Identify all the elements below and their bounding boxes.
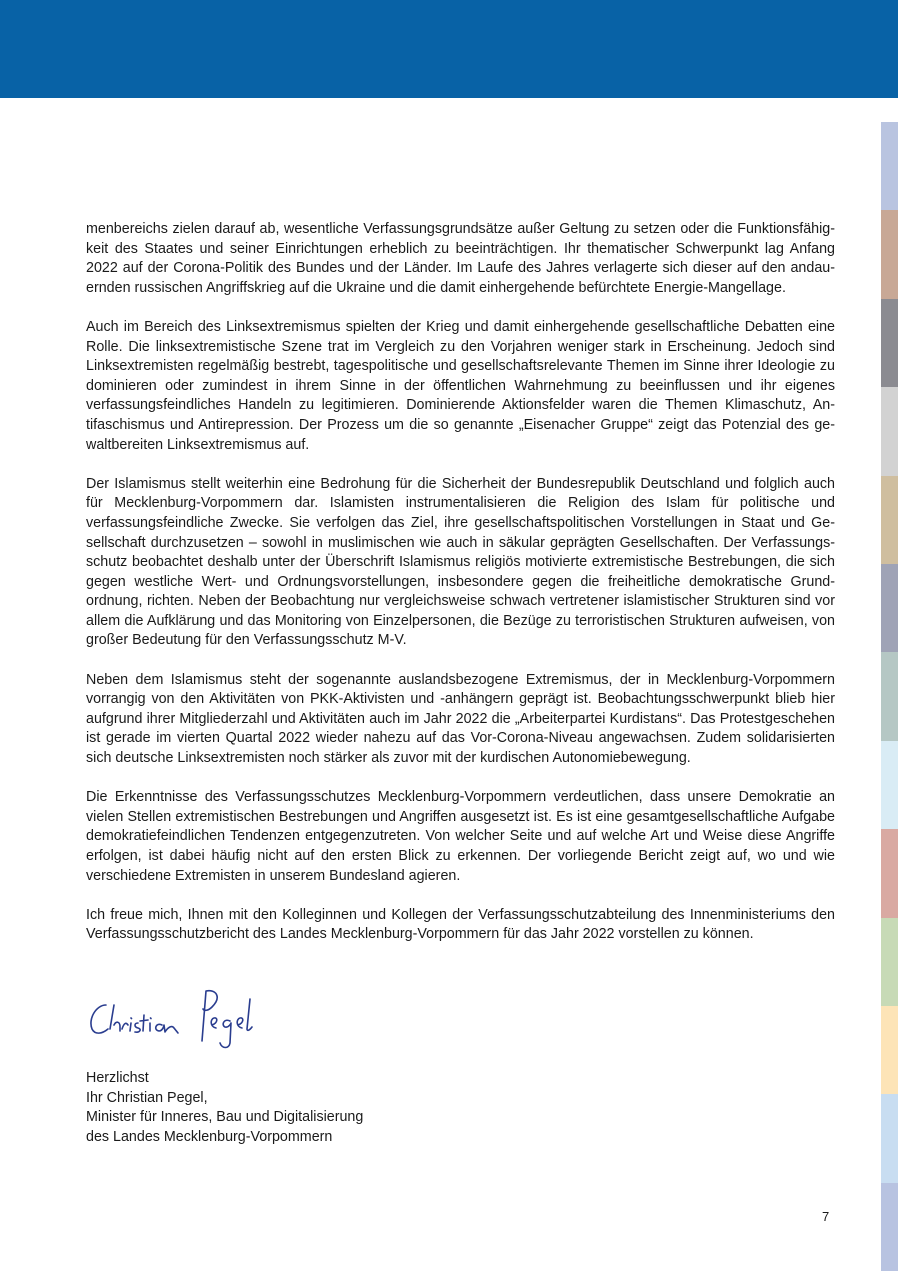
chapter-tab	[881, 741, 898, 829]
chapter-tab	[881, 387, 898, 475]
chapter-tab	[881, 1094, 898, 1182]
chapter-tab	[881, 1006, 898, 1094]
chapter-tab	[881, 210, 898, 298]
chapter-tab	[881, 652, 898, 740]
page-number: 7	[822, 1209, 830, 1224]
chapter-tab-strip	[881, 122, 898, 1271]
header-band	[0, 0, 898, 98]
chapter-tab	[881, 918, 898, 1006]
signatory-state: des Landes Mecklenburg-Vorpommern	[86, 1128, 333, 1145]
closing-greeting: Herzlichst	[86, 1070, 149, 1086]
paragraph: Der Islamismus stellt weiterhin eine Bedrohung für die Sicherheit der Bundesrepublik Deutschland und folglich auch für Mecklenburg-Vorpommern dar. Islamisten instrumentalisieren die Religion des Islam für politische und verfassungsfeindliche Zwecke. Sie verfolgen das Ziel, ihre gesellschaftspolitischen Vorstellungen in Staat und Gesellschaft durchzusetzen – sowohl in muslimischen wie auch in säkular geprägten Gesellschaften. Der Verfassungsschutz beobachtet deshalb unter der Überschrift Islamismus religiös motivierte extremistische Bestrebungen, die sich gegen westliche Wert- und Ordnungsvorstellungen, insbesondere gegen die freiheitliche demokratische Grundordnung, richten. Neben der Beobachtung nur vergleichsweise schwach vertretener islamistischer Strukturen sind vor allem die Aufklärung und das Monitoring von Einzelpersonen, die Bezüge zu terroristischen Strukturen aufweisen, von großer Bedeutung für den Verfassungsschutz M-V.	[86, 475, 835, 649]
chapter-tab	[881, 299, 898, 387]
chapter-tab	[881, 564, 898, 652]
paragraph: Auch im Bereich des Linksextremismus spielten der Krieg und damit einhergehende gesellschaftliche Debatten eine Rolle. Die linksextremistische Szene trat im Vergleich zu den Vorjahren weniger stark in Erscheinung. Jedoch sind Linksextremisten regelmäßig bestrebt, tagespolitische und gesellschaftsrelevante Themen im Sinne ihrer Ideologie zu dominieren oder zumindest in ihrem Sinne in der öffentlichen Wahrnehmung zu beeinflussen und ihr eigenes verfassungsfeindliches Handeln zu legitimieren. Dominierende Aktionsfelder waren die Themen Klimaschutz, Antifaschismus und Antirepression. Der Prozess um die so genannte „Eisenacher Gruppe“ zeigt das Potenzial des gewaltbereiten Linksextremismus auf.	[86, 318, 835, 453]
paragraph: Ich freue mich, Ihnen mit den Kolleginnen und Kollegen der Verfassungsschutzabteilung des Innenministeriums den Verfassungsschutzbericht des Landes Mecklenburg-Vorpommern für das Jahr 2022 vorstellen zu können.	[86, 906, 835, 943]
chapter-tab	[881, 829, 898, 917]
paragraph: Neben dem Islamismus steht der sogenannte auslandsbezogene Extremismus, der in Mecklenburg-Vorpommern vorrangig von den Aktivitäten von PKK-Aktivisten und -anhängern geprägt ist. Beobachtungsschwerpunkt blieb hier aufgrund ihrer Mitgliederzahl und Aktivitäten auch im Jahr 2022 die „Arbeiterpartei Kurdistans“. Das Protestgeschehen ist gerade im vierten Quartal 2022 wieder nahezu auf das Vor-Corona-Niveau angewachsen. Zudem solidarisierten sich deutsche Linksextremisten noch stärker als zuvor mit der kurdischen Autonomiebewegung.	[86, 671, 835, 767]
signatory-name: Ihr Christian Pegel,	[86, 1089, 208, 1106]
chapter-tab	[881, 476, 898, 564]
handwritten-signature	[84, 985, 264, 1057]
chapter-tab	[881, 1183, 898, 1271]
closing-block	[86, 1069, 363, 1147]
paragraph: menbereichs zielen darauf ab, wesentliche Verfassungsgrundsätze außer Geltung zu setzen oder die Funktionsfähigkeit des Staates und seiner Einrichtungen erheblich zu beeinträchtigen. Ihr thematischer Schwerpunkt lag Anfang 2022 auf der Corona-Politik des Bundes und der Länder. Im Laufe des Jahres verlagerte sich dieser auf den andauernden russischen Angriffskrieg auf die Ukraine und die damit einhergehende befürchtete Energie-Mangellage.	[86, 221, 835, 296]
signatory-title: Minister für Inneres, Bau und Digitalisierung	[86, 1109, 364, 1126]
chapter-tab	[881, 122, 898, 210]
paragraph: Die Erkenntnisse des Verfassungsschutzes Mecklenburg-Vorpommern verdeutlichen, dass unsere Demokratie an vielen Stellen extremistischen Bestrebungen und Angriffen ausgesetzt ist. Es ist eine gesamtgesellschaftliche Aufgabe demokratiefeindlichen Tendenzen entgegenzutreten. Von welcher Seite und auf welche Art und Weise diese Angriffe erfolgen, ist dabei häufig nicht auf den ersten Blick zu erkennen. Der vorliegende Bericht zeigt auf, wo und wie verschiedene Extremisten in unserem Bundesland agieren.	[86, 789, 835, 884]
foreword-body	[86, 220, 835, 965]
